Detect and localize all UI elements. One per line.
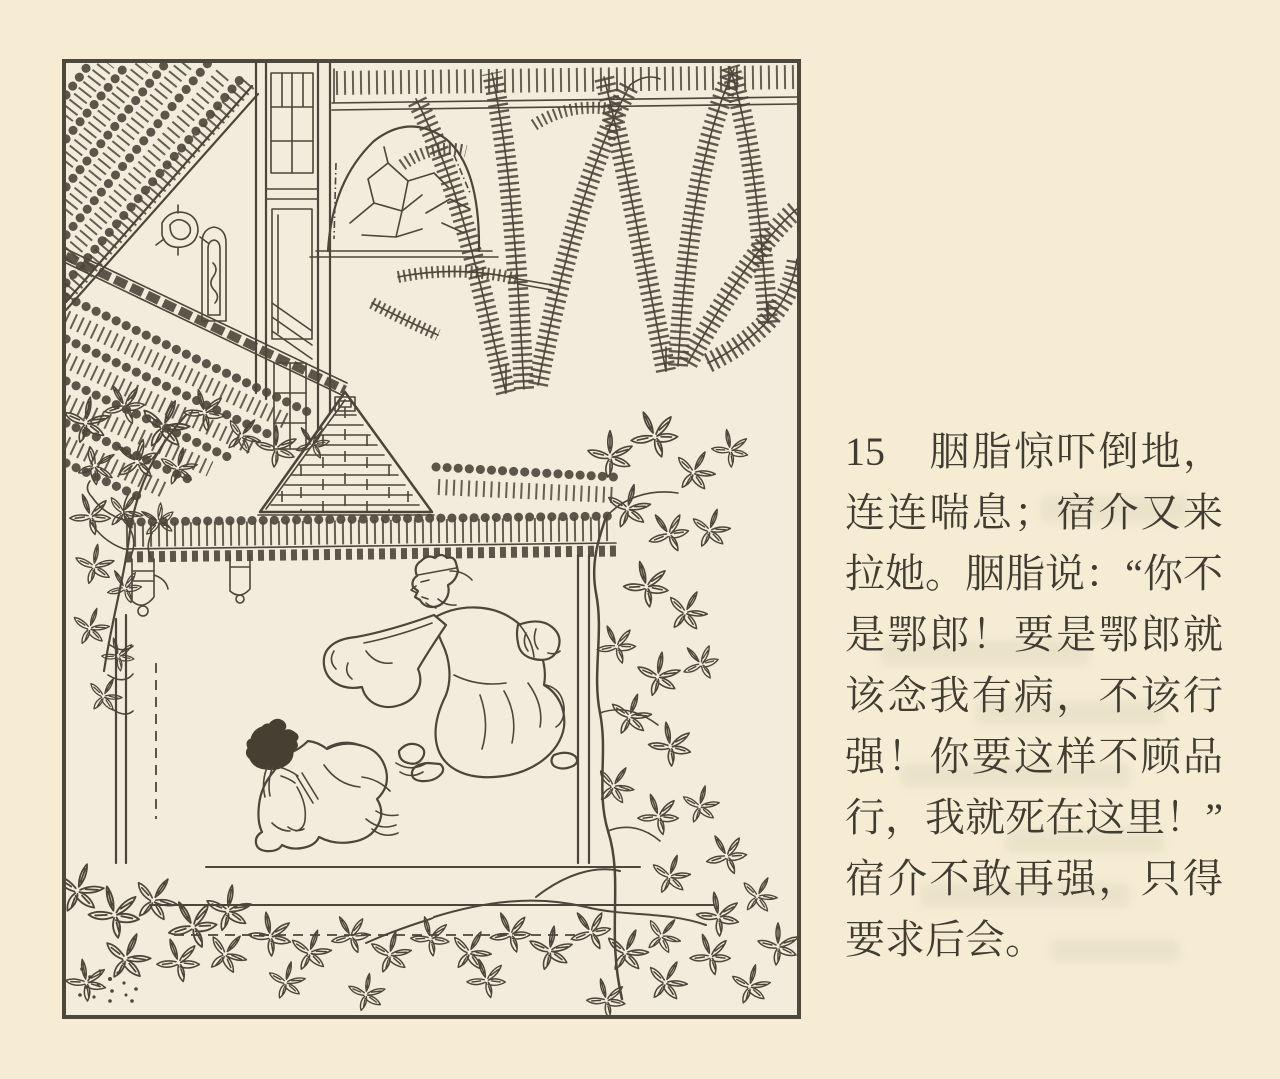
main-roof (66, 249, 616, 616)
banana-grove (402, 67, 797, 393)
caption-line: 强！你要这样不顾品 (845, 734, 1223, 779)
sleeve-blob (324, 615, 446, 707)
caption-line: 是鄂郎！要是鄂郎就 (845, 612, 1223, 657)
roof-top-left (66, 63, 258, 310)
terrace (150, 867, 714, 935)
caption-text (845, 421, 1223, 970)
woman-figure (246, 719, 425, 851)
vine-right (588, 402, 797, 1008)
woman-shoe (399, 744, 424, 764)
caption-line: 宿介不敢再强，只得 (845, 856, 1223, 901)
man-front-shoe (412, 763, 443, 781)
caption-line: 行，我就死在这里！” (845, 795, 1223, 840)
man-head (413, 555, 459, 607)
caption-line: 拉她。胭脂说：“你不 (845, 551, 1223, 596)
caption-line: 该念我有病，不该行 (845, 673, 1223, 718)
illustration-svg (66, 63, 797, 1015)
caption-line: 要求后会。 (845, 917, 1045, 962)
man-back-shoe (552, 753, 578, 769)
caption-line: 连连喘息；宿介又来 (845, 490, 1223, 535)
foliage-bottom (66, 856, 706, 1015)
hanging-posts (132, 555, 250, 616)
caption-line: 15 胭脂惊吓倒地， (845, 429, 1223, 474)
gable (260, 392, 432, 512)
illustration-panel (62, 59, 801, 1019)
